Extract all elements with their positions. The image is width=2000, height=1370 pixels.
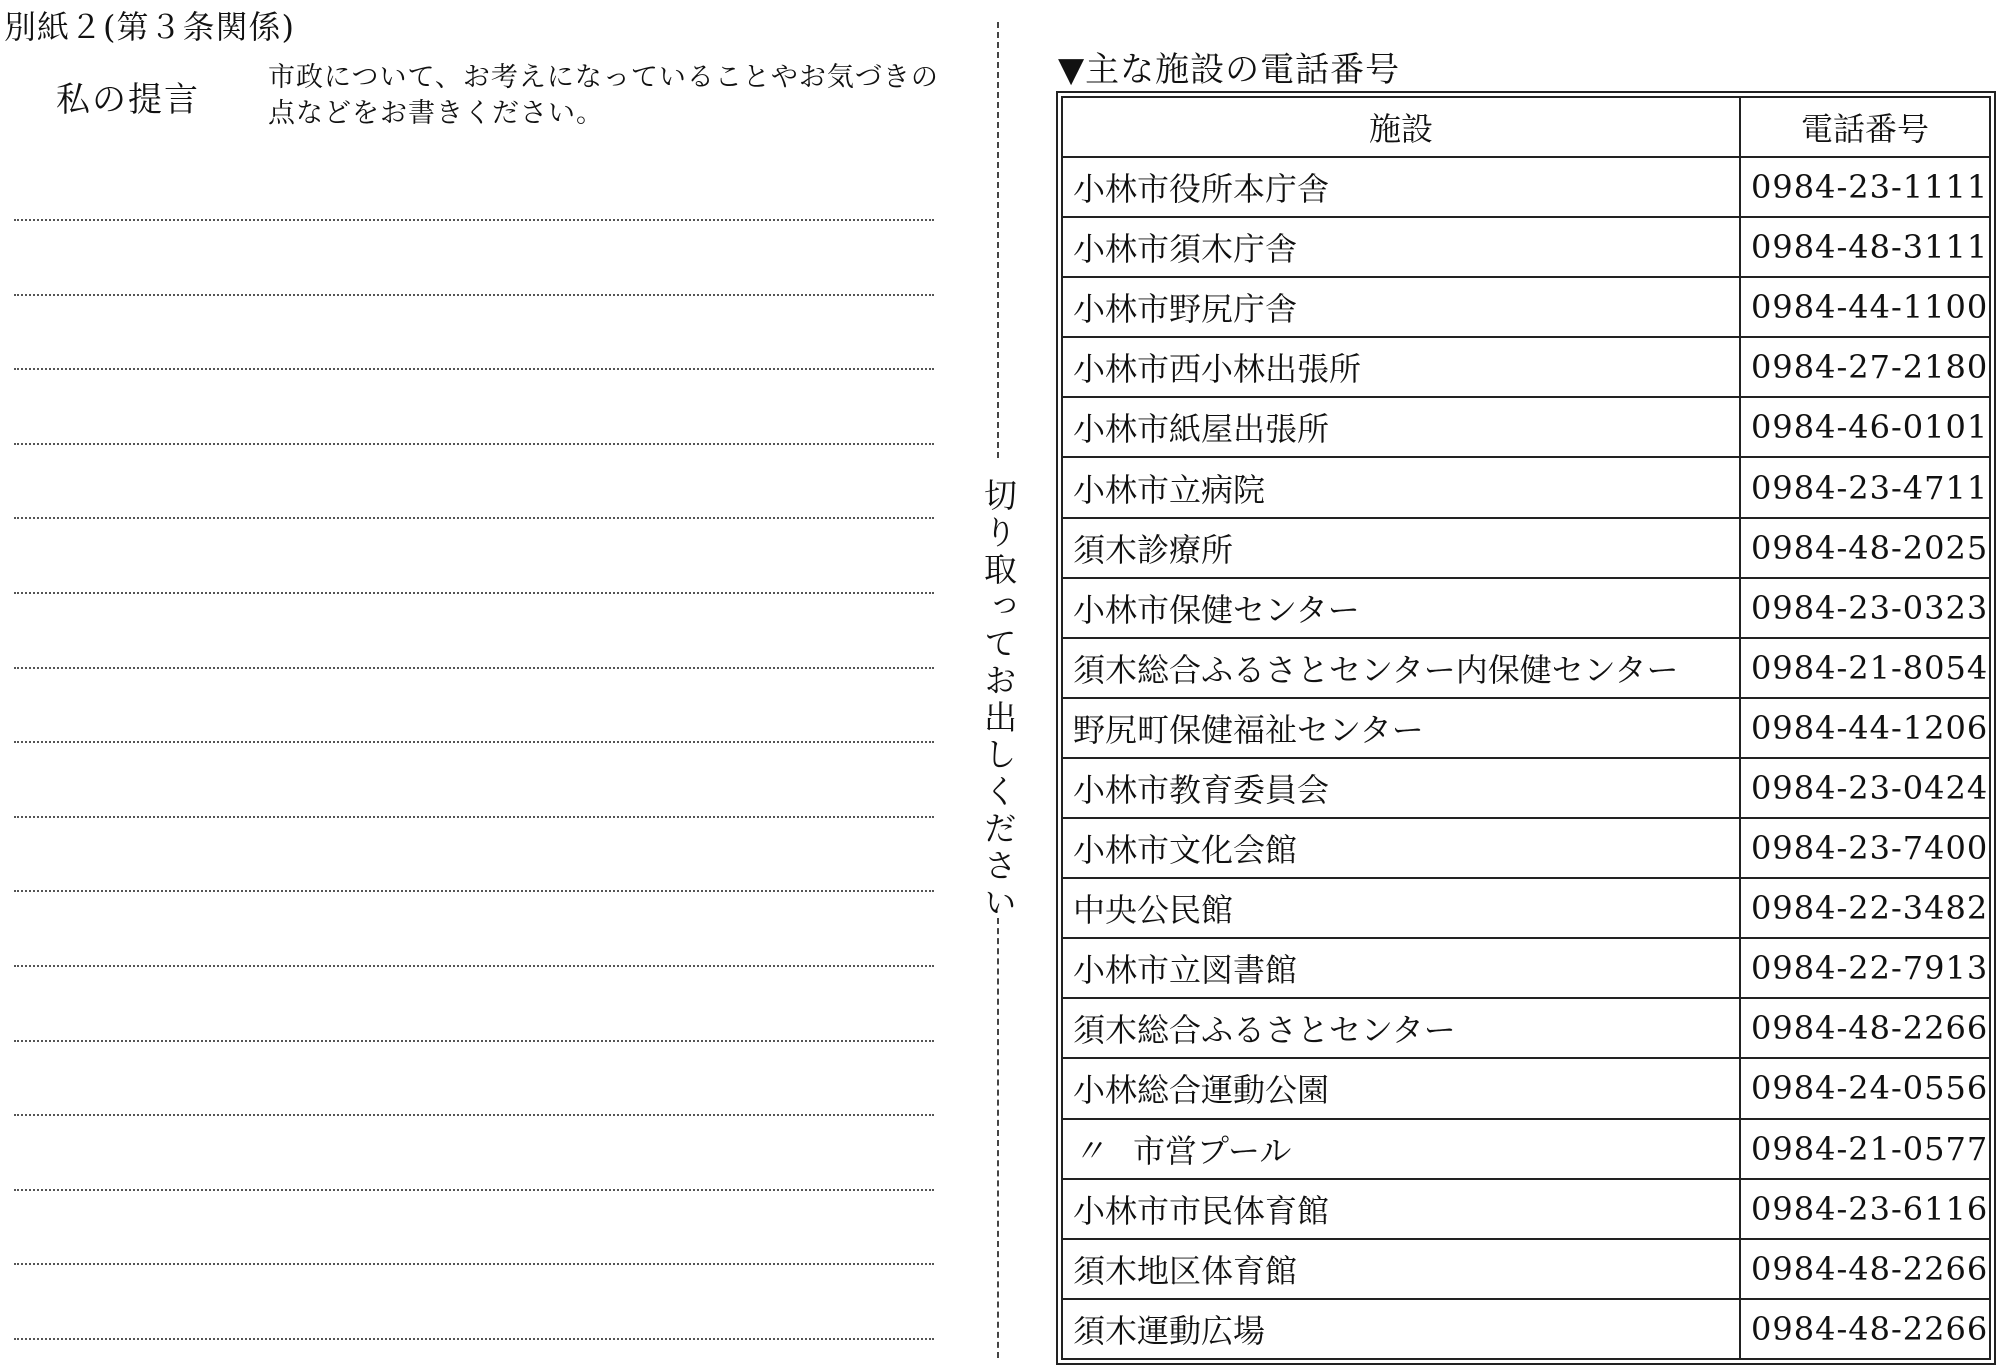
table-row bbox=[1062, 1119, 1990, 1179]
facility-name: 須木運動広場 bbox=[1073, 1311, 1266, 1350]
writing-lines-area[interactable] bbox=[14, 0, 934, 1370]
facility-phone-number: 0984-44-1206 bbox=[1740, 698, 1990, 758]
facility-phone-number: 0984-23-4711 bbox=[1740, 457, 1990, 517]
facility-name: 小林市立病院 bbox=[1073, 470, 1266, 509]
facility-name: 中央公民館 bbox=[1073, 891, 1234, 930]
facility-name: 小林市須木庁舎 bbox=[1073, 230, 1298, 269]
facility-name: 小林市立図書館 bbox=[1073, 951, 1298, 990]
facility-name-cell bbox=[1062, 938, 1740, 998]
facility-phone-number: 0984-23-6116 bbox=[1740, 1179, 1990, 1239]
facility-name-cell bbox=[1062, 878, 1740, 938]
facility-phone-number: 0984-48-3111 bbox=[1740, 217, 1990, 277]
facility-column-header: 施設 bbox=[1062, 97, 1740, 157]
table-row bbox=[1062, 1058, 1990, 1118]
facility-phone-number: 0984-22-3482 bbox=[1740, 878, 1990, 938]
phone-column-header: 電話番号 bbox=[1740, 97, 1990, 157]
facility-phone-number: 0984-23-0424 bbox=[1740, 758, 1990, 818]
table-row bbox=[1062, 337, 1990, 397]
table-row bbox=[1062, 1299, 1990, 1359]
writing-line bbox=[14, 592, 934, 594]
facility-name-cell bbox=[1062, 277, 1740, 337]
cut-line-bottom bbox=[997, 918, 999, 1358]
facility-name-cell bbox=[1062, 397, 1740, 457]
writing-line bbox=[14, 1189, 934, 1191]
facility-phone-number: 0984-21-0577 bbox=[1740, 1119, 1990, 1179]
ditto-mark: 〃 bbox=[1073, 1131, 1106, 1170]
table-row bbox=[1062, 818, 1990, 878]
table-row bbox=[1062, 1179, 1990, 1239]
table-row bbox=[1062, 998, 1990, 1058]
facility-name: 須木診療所 bbox=[1073, 530, 1234, 569]
facility-name: 小林市役所本庁舎 bbox=[1073, 170, 1330, 209]
facility-phone-table-title: ▼主な施設の電話番号 bbox=[1058, 50, 1401, 90]
writing-line bbox=[14, 368, 934, 370]
facility-phone-number: 0984-48-2266 bbox=[1740, 1299, 1990, 1359]
facility-name-cell bbox=[1062, 698, 1740, 758]
facility-name: 小林市西小林出張所 bbox=[1073, 350, 1362, 389]
writing-line bbox=[14, 667, 934, 669]
table-row bbox=[1062, 698, 1990, 758]
table-row bbox=[1062, 578, 1990, 638]
proposal-instruction: 市政について、お考えになっていることやお気づきの点などをお書きください。 bbox=[268, 62, 939, 129]
facility-phone-number: 0984-48-2266 bbox=[1740, 1239, 1990, 1299]
facility-name: 須木総合ふるさとセンター bbox=[1073, 1011, 1456, 1050]
facility-phone-number: 0984-21-8054 bbox=[1740, 638, 1990, 698]
facility-name-cell bbox=[1062, 1119, 1740, 1179]
facility-name: 小林市市民体育館 bbox=[1073, 1191, 1330, 1230]
facility-name: 須木地区体育館 bbox=[1073, 1251, 1298, 1290]
writing-line bbox=[14, 1263, 934, 1265]
table-row bbox=[1062, 878, 1990, 938]
writing-line bbox=[14, 816, 934, 818]
table-row bbox=[1062, 217, 1990, 277]
facility-name-cell bbox=[1062, 638, 1740, 698]
table-row bbox=[1062, 277, 1990, 337]
proposal-title: 私の提言 bbox=[56, 80, 200, 120]
facility-name: 小林市教育委員会 bbox=[1073, 770, 1330, 809]
facility-name-cell bbox=[1062, 217, 1740, 277]
facility-phone-table-frame bbox=[1056, 91, 1996, 1365]
writing-line bbox=[14, 741, 934, 743]
facility-name: 小林市文化会館 bbox=[1073, 831, 1298, 870]
facility-name-cell bbox=[1062, 1299, 1740, 1359]
facility-name-cell bbox=[1062, 1058, 1740, 1118]
facility-name-cell bbox=[1062, 1239, 1740, 1299]
table-row bbox=[1062, 758, 1990, 818]
writing-line bbox=[14, 965, 934, 967]
facility-name-cell bbox=[1062, 457, 1740, 517]
facility-phone-number: 0984-24-0556 bbox=[1740, 1058, 1990, 1118]
facility-phone-number: 0984-46-0101 bbox=[1740, 397, 1990, 457]
facility-name: 小林市保健センター bbox=[1073, 590, 1360, 629]
cut-instruction: 切り取ってお出しください bbox=[979, 478, 1018, 922]
writing-line bbox=[14, 517, 934, 519]
facility-name-cell bbox=[1062, 337, 1740, 397]
cut-line-top bbox=[997, 22, 999, 458]
facility-name: 小林市紙屋出張所 bbox=[1073, 410, 1330, 449]
facility-name: 野尻町保健福祉センター bbox=[1073, 710, 1424, 749]
facility-phone-number: 0984-23-1111 bbox=[1740, 157, 1990, 217]
facility-phone-number: 0984-23-7400 bbox=[1740, 818, 1990, 878]
facility-name-cell bbox=[1062, 578, 1740, 638]
facility-name-cell bbox=[1062, 758, 1740, 818]
writing-line bbox=[14, 1338, 934, 1340]
table-row bbox=[1062, 518, 1990, 578]
facility-phone-number: 0984-48-2025 bbox=[1740, 518, 1990, 578]
table-row bbox=[1062, 1239, 1990, 1299]
writing-line bbox=[14, 1114, 934, 1116]
facility-name-cell bbox=[1062, 157, 1740, 217]
facility-name-cell bbox=[1062, 998, 1740, 1058]
writing-line bbox=[14, 1040, 934, 1042]
table-row bbox=[1062, 457, 1990, 517]
table-header-row bbox=[1062, 97, 1990, 157]
table-row bbox=[1062, 638, 1990, 698]
table-row bbox=[1062, 938, 1990, 998]
table-row bbox=[1062, 397, 1990, 457]
facility-phone-table bbox=[1061, 96, 1991, 1360]
facility-name-cell bbox=[1062, 818, 1740, 878]
facility-phone-number: 0984-22-7913 bbox=[1740, 938, 1990, 998]
facility-phone-number: 0984-23-0323 bbox=[1740, 578, 1990, 638]
facility-phone-number: 0984-44-1100 bbox=[1740, 277, 1990, 337]
writing-line bbox=[14, 294, 934, 296]
document-header-label: 別紙２(第３条関係) bbox=[4, 8, 295, 46]
facility-name: 須木総合ふるさとセンター内保健センター bbox=[1073, 650, 1679, 689]
facility-name-cell bbox=[1062, 1179, 1740, 1239]
facility-name: 小林総合運動公園 bbox=[1073, 1071, 1330, 1110]
facility-name-cell bbox=[1062, 518, 1740, 578]
table-row bbox=[1062, 157, 1990, 217]
facility-phone-number: 0984-27-2180 bbox=[1740, 337, 1990, 397]
writing-line bbox=[14, 890, 934, 892]
writing-line bbox=[14, 443, 934, 445]
writing-line bbox=[14, 219, 934, 221]
facility-name: 小林市野尻庁舎 bbox=[1073, 290, 1298, 329]
facility-phone-number: 0984-48-2266 bbox=[1740, 998, 1990, 1058]
facility-name: 市営プール bbox=[1133, 1131, 1292, 1170]
